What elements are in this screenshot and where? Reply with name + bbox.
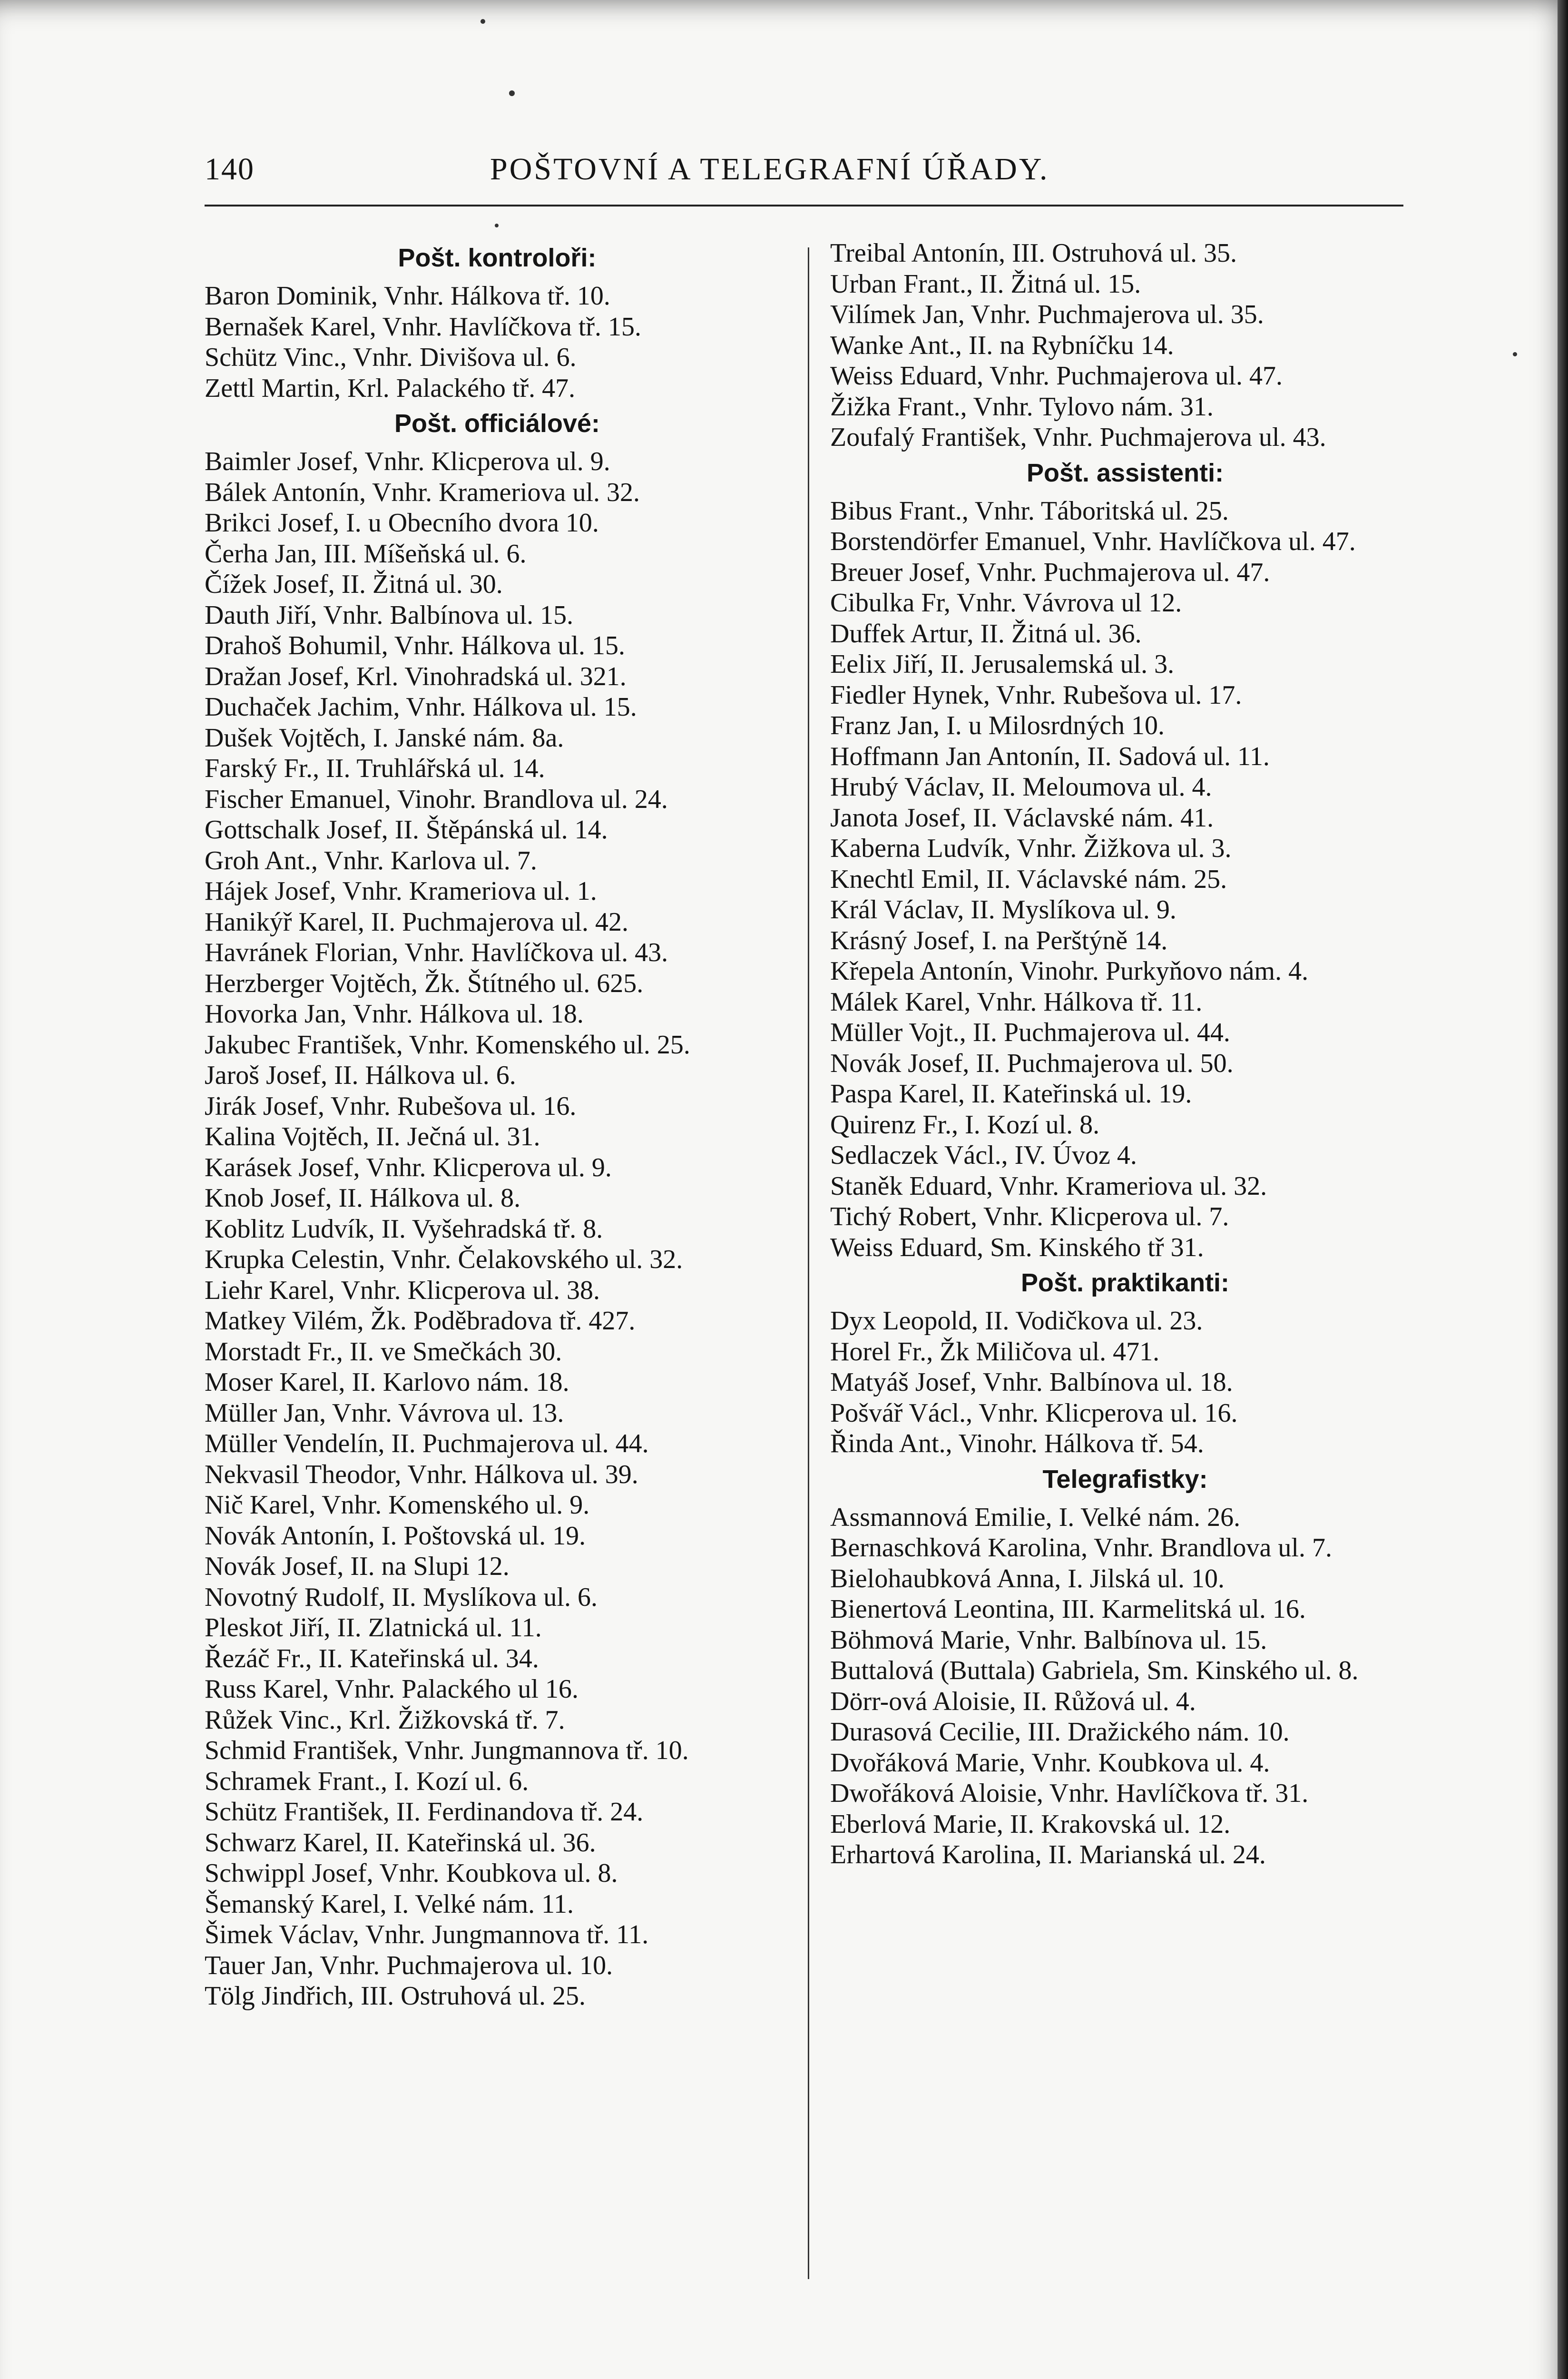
list-item: Matkey Vilém, Žk. Poděbradova tř. 427. (205, 1306, 636, 1336)
scan-speck (1513, 352, 1517, 356)
list-item: Bielohaubková Anna, I. Jilská ul. 10. (830, 1563, 1225, 1593)
list-item: Hrubý Václav, II. Meloumova ul. 4. (830, 772, 1212, 802)
list-item: Drahoš Bohumil, Vnhr. Hálkova ul. 15. (205, 631, 626, 660)
list-item: Morstadt Fr., II. ve Smečkách 30. (205, 1337, 562, 1366)
list-item: Pošvář Václ., Vnhr. Klicperova ul. 16. (830, 1398, 1238, 1428)
section-heading: Telegrafistky: (1042, 1465, 1208, 1494)
right-column (830, 238, 1420, 1870)
list-item: Jakubec František, Vnhr. Komenského ul. 25. (205, 1030, 690, 1060)
list-item: Schramek Frant., I. Kozí ul. 6. (205, 1766, 529, 1796)
list-item: Nekvasil Theodor, Vnhr. Hálkova ul. 39. (205, 1459, 638, 1489)
list-item: Šimek Václav, Vnhr. Jungmannova tř. 11. (205, 1920, 649, 1949)
column-divider (808, 247, 809, 2279)
list-item: Čížek Josef, II. Žitná ul. 30. (205, 570, 503, 599)
list-item: Jaroš Josef, II. Hálkova ul. 6. (205, 1061, 516, 1090)
list-item: Bálek Antonín, Vnhr. Krameriova ul. 32. (205, 477, 640, 507)
list-item: Dwořáková Aloisie, Vnhr. Havlíčkova tř. 31. (830, 1779, 1309, 1808)
list-item: Kaberna Ludvík, Vnhr. Žižkova ul. 3. (830, 834, 1232, 863)
page-title: POŠTOVNÍ A TELEGRAFNÍ ÚŘADY. (490, 152, 1049, 187)
list-item: Assmannová Emilie, I. Velké nám. 26. (830, 1502, 1241, 1532)
list-item: Duffek Artur, II. Žitná ul. 36. (830, 619, 1142, 649)
list-item: Horel Fr., Žk Miličova ul. 471. (830, 1337, 1160, 1366)
list-item: Farský Fr., II. Truhlářská ul. 14. (205, 754, 545, 783)
list-item: Zoufalý František, Vnhr. Puchmajerova ul. 43. (830, 423, 1326, 452)
list-item: Bernaschková Karolina, Vnhr. Brandlova ul. 7. (830, 1533, 1332, 1563)
list-item: Tauer Jan, Vnhr. Puchmajerova ul. 10. (205, 1950, 613, 1980)
list-item: Jirák Josef, Vnhr. Rubešova ul. 16. (205, 1091, 577, 1121)
list-item: Paspa Karel, II. Kateřinská ul. 19. (830, 1079, 1192, 1109)
list-item: Dörr-ová Aloisie, II. Růžová ul. 4. (830, 1686, 1196, 1716)
list-item: Tölg Jindřich, III. Ostruhová ul. 25. (205, 1981, 586, 2011)
list-item: Fischer Emanuel, Vinohr. Brandlova ul. 24. (205, 784, 668, 814)
list-item: Russ Karel, Vnhr. Palackého ul 16. (205, 1674, 578, 1704)
list-item: Franz Jan, I. u Milosrdných 10. (830, 711, 1165, 740)
list-item: Quirenz Fr., I. Kozí ul. 8. (830, 1110, 1100, 1140)
list-item: Král Václav, II. Myslíkova ul. 9. (830, 895, 1176, 924)
list-item: Dražan Josef, Krl. Vinohradská ul. 321. (205, 661, 627, 691)
list-item: Pleskot Jiří, II. Zlatnická ul. 11. (205, 1613, 542, 1642)
list-item: Dvořáková Marie, Vnhr. Koubkova ul. 4. (830, 1748, 1270, 1778)
list-item: Řezáč Fr., II. Kateřinská ul. 34. (205, 1643, 539, 1673)
list-item: Baimler Josef, Vnhr. Klicperova ul. 9. (205, 447, 610, 476)
list-item: Kalina Vojtěch, II. Ječná ul. 31. (205, 1122, 540, 1151)
list-item: Hanikýř Karel, II. Puchmajerova ul. 42. (205, 907, 629, 937)
page-header (205, 151, 1403, 194)
list-item: Matyáš Josef, Vnhr. Balbínova ul. 18. (830, 1367, 1233, 1397)
list-item: Nič Karel, Vnhr. Komenského ul. 9. (205, 1490, 590, 1520)
scan-speck (480, 19, 485, 24)
list-item: Urban Frant., II. Žitná ul. 15. (830, 269, 1141, 299)
list-item: Vilímek Jan, Vnhr. Puchmajerova ul. 35. (830, 300, 1264, 329)
list-item: Eberlová Marie, II. Krakovská ul. 12. (830, 1809, 1231, 1839)
list-item: Křepela Antonín, Vinohr. Purkyňovo nám. 4. (830, 956, 1309, 986)
list-item: Schütz František, II. Ferdinandova tř. 24. (205, 1797, 644, 1827)
list-item: Schmid František, Vnhr. Jungmannova tř. 10. (205, 1736, 689, 1765)
list-item: Hoffmann Jan Antonín, II. Sadová ul. 11. (830, 741, 1270, 771)
list-item: Růžek Vinc., Krl. Žižkovská tř. 7. (205, 1705, 565, 1735)
list-item: Erhartová Karolina, II. Marianská ul. 24. (830, 1840, 1266, 1869)
list-item: Müller Vendelín, II. Puchmajerova ul. 44. (205, 1429, 649, 1458)
list-item: Fiedler Hynek, Vnhr. Rubešova ul. 17. (830, 680, 1242, 710)
list-item: Weiss Eduard, Vnhr. Puchmajerova ul. 47. (830, 361, 1283, 391)
list-item: Šemanský Karel, I. Velké nám. 11. (205, 1889, 574, 1919)
list-item: Dušek Vojtěch, I. Janské nám. 8a. (205, 723, 564, 753)
list-item: Zettl Martin, Krl. Palackého tř. 47. (205, 373, 576, 403)
list-item: Müller Jan, Vnhr. Vávrova ul. 13. (205, 1398, 564, 1428)
list-item: Bibus Frant., Vnhr. Táboritská ul. 25. (830, 496, 1229, 526)
section-heading: Pošt. praktikanti: (1020, 1268, 1230, 1297)
list-item: Knechtl Emil, II. Václavské nám. 25. (830, 864, 1227, 894)
list-item: Novák Josef, II. Puchmajerova ul. 50. (830, 1048, 1234, 1078)
left-column (205, 238, 790, 2012)
list-item: Schütz Vinc., Vnhr. Divišova ul. 6. (205, 343, 577, 372)
list-item: Bienertová Leontina, III. Karmelitská ul. 16. (830, 1594, 1306, 1624)
section-heading: Pošt. kontroloři: (398, 244, 597, 272)
list-item: Krupka Celestin, Vnhr. Čelakovského ul. 32. (205, 1245, 683, 1274)
list-item: Duchaček Jachim, Vnhr. Hálkova ul. 15. (205, 692, 637, 722)
scan-speck (495, 224, 499, 227)
list-item: Borstendörfer Emanuel, Vnhr. Havlíčkova ul. 47. (830, 527, 1356, 556)
list-item: Staněk Eduard, Vnhr. Krameriova ul. 32. (830, 1171, 1267, 1201)
list-item: Böhmová Marie, Vnhr. Balbínova ul. 15. (830, 1625, 1267, 1655)
list-item: Novák Josef, II. na Slupi 12. (205, 1552, 510, 1581)
list-item: Novotný Rudolf, II. Myslíkova ul. 6. (205, 1582, 598, 1612)
list-item: Treibal Antonín, III. Ostruhová ul. 35. (830, 238, 1237, 268)
list-item: Krásný Josef, I. na Perštýně 14. (830, 925, 1168, 955)
list-item: Málek Karel, Vnhr. Hálkova tř. 11. (830, 987, 1203, 1017)
list-item: Eelix Jiří, II. Jerusalemská ul. 3. (830, 649, 1175, 679)
list-item: Weiss Eduard, Sm. Kinského tř 31. (830, 1232, 1204, 1262)
list-item: Karásek Josef, Vnhr. Klicperova ul. 9. (205, 1152, 612, 1182)
section-heading: Pošt. officiálové: (394, 409, 600, 438)
list-item: Koblitz Ludvík, II. Vyšehradská tř. 8. (205, 1214, 603, 1244)
list-item: Hájek Josef, Vnhr. Krameriova ul. 1. (205, 876, 597, 906)
list-item: Gottschalk Josef, II. Štěpánská ul. 14. (205, 815, 608, 845)
list-item: Bernašek Karel, Vnhr. Havlíčkova tř. 15. (205, 312, 642, 342)
header-rule (205, 205, 1403, 206)
list-item: Brikci Josef, I. u Obecního dvora 10. (205, 508, 599, 538)
page-number: 140 (205, 152, 255, 187)
list-item: Tichý Robert, Vnhr. Klicperova ul. 7. (830, 1202, 1229, 1231)
list-item: Řinda Ant., Vinohr. Hálkova tř. 54. (830, 1429, 1204, 1458)
list-item: Herzberger Vojtěch, Žk. Štítného ul. 625. (205, 968, 644, 998)
scan-speck (509, 90, 515, 96)
page-edge-shadow (1558, 0, 1568, 2379)
list-item: Žižka Frant., Vnhr. Tylovo nám. 31. (830, 392, 1214, 422)
list-item: Cibulka Fr, Vnhr. Vávrova ul 12. (830, 588, 1182, 618)
list-item: Havránek Florian, Vnhr. Havlíčkova ul. 43. (205, 938, 668, 967)
list-item: Dauth Jiří, Vnhr. Balbínova ul. 15. (205, 600, 574, 630)
list-item: Buttalová (Buttala) Gabriela, Sm. Kinského ul. 8. (830, 1656, 1359, 1685)
list-item: Liehr Karel, Vnhr. Klicperova ul. 38. (205, 1275, 600, 1305)
list-item: Groh Ant., Vnhr. Karlova ul. 7. (205, 845, 537, 875)
list-item: Sedlaczek Václ., IV. Úvoz 4. (830, 1140, 1137, 1170)
list-item: Čerha Jan, III. Míšeňská ul. 6. (205, 539, 527, 569)
list-item: Hovorka Jan, Vnhr. Hálkova ul. 18. (205, 999, 584, 1029)
list-item: Durasová Cecilie, III. Dražického nám. 10. (830, 1717, 1290, 1747)
list-item: Knob Josef, II. Hálkova ul. 8. (205, 1183, 521, 1213)
list-item: Dyx Leopold, II. Vodičkova ul. 23. (830, 1306, 1203, 1336)
list-item: Moser Karel, II. Karlovo nám. 18. (205, 1367, 569, 1397)
list-item: Schwippl Josef, Vnhr. Koubkova ul. 8. (205, 1858, 618, 1888)
list-item: Baron Dominik, Vnhr. Hálkova tř. 10. (205, 281, 610, 311)
list-item: Wanke Ant., II. na Rybníčku 14. (830, 330, 1174, 360)
list-item: Novák Antonín, I. Poštovská ul. 19. (205, 1521, 586, 1551)
list-item: Janota Josef, II. Václavské nám. 41. (830, 803, 1214, 833)
list-item: Breuer Josef, Vnhr. Puchmajerova ul. 47. (830, 557, 1270, 587)
list-item: Schwarz Karel, II. Kateřinská ul. 36. (205, 1828, 596, 1858)
list-item: Müller Vojt., II. Puchmajerova ul. 44. (830, 1018, 1230, 1047)
section-heading: Pošt. assistenti: (1026, 458, 1224, 487)
